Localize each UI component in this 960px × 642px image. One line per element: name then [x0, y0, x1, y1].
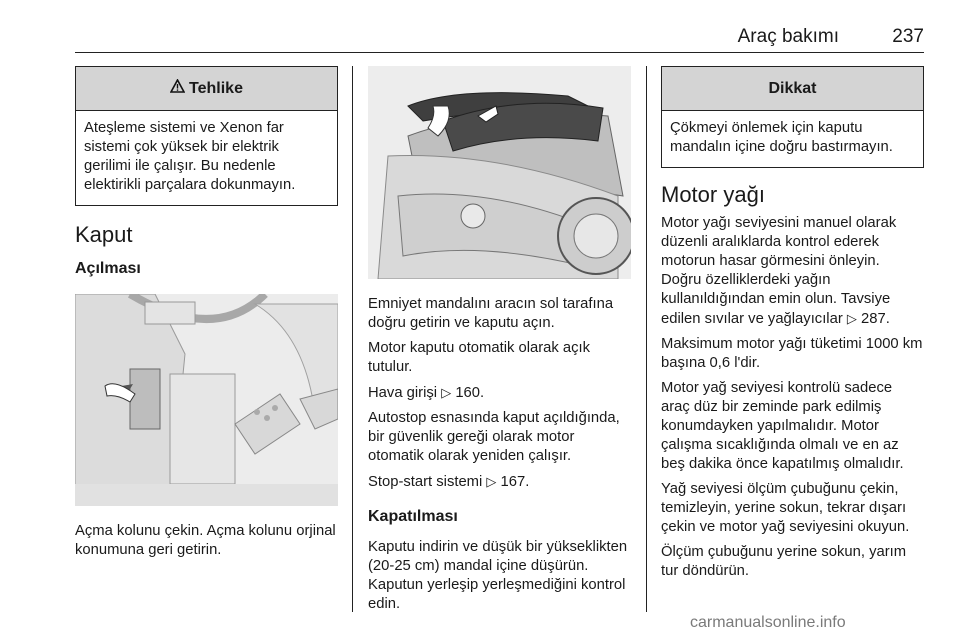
- hood-paragraph-held: Motor kaputu otomatik olarak açık tutulur.: [368, 340, 591, 375]
- hood-paragraph-air-intake: Hava girişi ▷ 160.: [368, 385, 485, 401]
- hood-paragraph-latch: Emniyet mandalını aracın sol tarafına doğru getirin ve kaputu açın.: [368, 296, 614, 331]
- warning-box-header: [76, 67, 337, 111]
- page-reference-icon: ▷: [486, 474, 497, 489]
- notice-text: Çökmeyi önlemek için kaputu mandalın içine doğru bastırmayın.: [670, 120, 893, 155]
- hood-paragraph-autostop: Autostop esnasında kaput açıldığında, bir güvenlik gereği olarak motor otomatik olarak yeniden çalışır.: [368, 410, 620, 464]
- running-title: Araç bakımı: [737, 26, 839, 47]
- notice-box-header: Dikkat: [662, 67, 923, 111]
- page-number: 237: [892, 26, 924, 47]
- column-right: [661, 66, 924, 581]
- section-heading-engine-oil: Motor yağı: [661, 182, 765, 207]
- column-divider: [646, 66, 647, 612]
- hood-paragraph-closing: Kaputu indirin ve düşük bir yükseklikten (20-25 cm) mandal içine düşürün. Kaputun yerleşip yerleşmediğini kontrol edin.: [368, 539, 628, 612]
- warning-title: Tehlike: [189, 79, 243, 97]
- section-heading-hood: Kaput: [75, 222, 133, 247]
- oil-paragraph-check: Motor yağı seviyesini manuel olarak düzenli aralıklarda kontrol ederek motorun hasar görmesini önleyin. Doğru özelliklerdeki yağın kullanıldığından emin olun. Tavsiye edilen sıvılar ve yağlayıcılar ▷ 287.: [661, 215, 897, 327]
- subheading-closing: Kapatılması: [368, 508, 458, 525]
- warning-box: [75, 66, 338, 206]
- page-reference-icon: ▷: [441, 385, 452, 400]
- opened-hood-illustration: [368, 66, 631, 279]
- oil-paragraph-reinsert: Ölçüm çubuğunu yerine sokun, yarım tur döndürün.: [661, 544, 907, 579]
- hood-paragraph-stop-start: Stop-start sistemi ▷ 167.: [368, 474, 530, 490]
- page-header: [75, 0, 924, 53]
- column-divider: [352, 66, 353, 612]
- page-reference-icon: ▷: [846, 311, 857, 326]
- column-middle: [368, 66, 631, 614]
- oil-paragraph-consumption: Maksimum motor yağı tüketimi 1000 km başına 0,6 l'dir.: [661, 336, 923, 371]
- hood-release-lever-illustration: [75, 294, 338, 506]
- warning-triangle-icon: [170, 79, 185, 98]
- subheading-opening: Açılması: [75, 260, 141, 277]
- oil-paragraph-dipstick: Yağ seviyesi ölçüm çubuğunu çekin, temizleyin, yerine sokun, tekrar dışarı çekin ve motor yağ seviyesini okuyun.: [661, 481, 910, 535]
- watermark: carmanualsonline.info: [690, 614, 846, 631]
- notice-box: [661, 66, 924, 168]
- warning-text: Ateşleme sistemi ve Xenon far sistemi çok yüksek bir elektrik gerilimi ile çalışır. Bu nedenle elektirikli parçalara dokunmayın.: [84, 120, 296, 193]
- lever-caption: Açma kolunu çekin. Açma kolunu orjinal konumuna geri getirin.: [75, 523, 336, 558]
- column-left: [75, 66, 338, 560]
- oil-paragraph-level-conditions: Motor yağ seviyesi kontrolü sadece araç düz bir zeminde park edilmiş konumdayken yapılmalıdır. Motor çalışma sıcaklığında olmalı ve en az beş dakika önce kapatılmış olmalıdır.: [661, 380, 904, 472]
